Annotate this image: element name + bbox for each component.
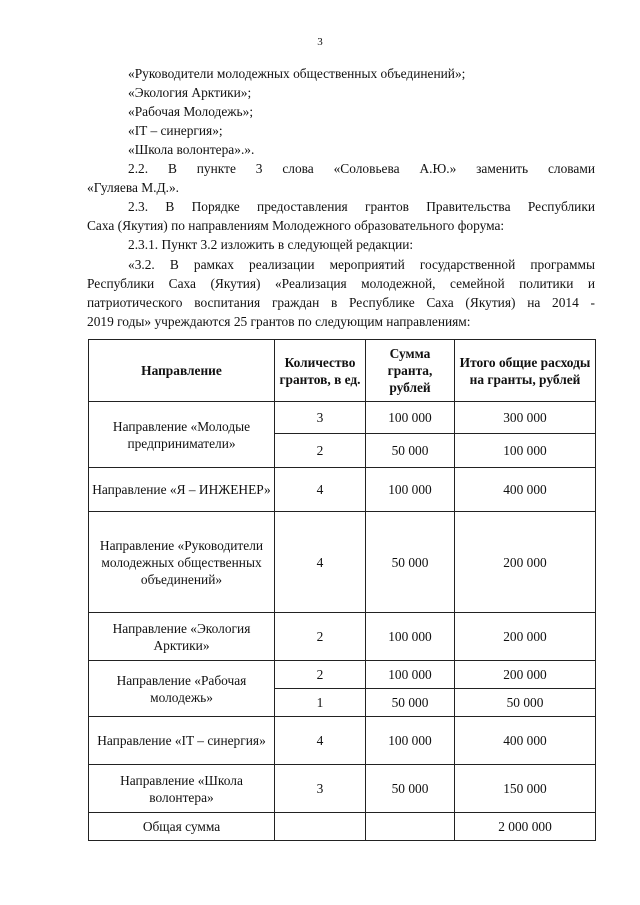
footer-label: Общая сумма (89, 813, 275, 841)
count-cell: 2 (275, 661, 366, 689)
total-cell: 200 000 (455, 613, 596, 661)
count-cell: 3 (275, 402, 366, 434)
text-line-7: «Гуляева М.Д.». (87, 180, 180, 195)
count-cell: 4 (275, 512, 366, 613)
header-direction: Направление (89, 340, 275, 402)
direction-cell: Направление «Рабочая молодежь» (89, 661, 275, 717)
table-row (89, 402, 596, 434)
sum-cell: 100 000 (366, 717, 455, 765)
count-cell: 2 (275, 434, 366, 468)
text-line-9: Саха (Якутия) по направлениям Молодежного образовательного форума: (87, 218, 505, 233)
table-row (89, 717, 596, 765)
count-cell: 2 (275, 613, 366, 661)
grants-table (88, 339, 596, 841)
direction-cell: Направление «Молодые предприниматели» (89, 402, 275, 468)
table-row (89, 661, 596, 689)
table-row (89, 765, 596, 813)
total-cell: 50 000 (455, 689, 596, 717)
header-sum: Сумма гранта, рублей (366, 340, 455, 402)
sum-cell: 50 000 (366, 689, 455, 717)
text-line-13: патриотического воспитания граждан в Республике Саха (Якутия) на 2014 - (87, 295, 595, 310)
total-cell: 300 000 (455, 402, 596, 434)
sum-cell: 100 000 (366, 468, 455, 512)
table-row (89, 512, 596, 613)
direction-cell: Направление «Я – ИНЖЕНЕР» (89, 468, 275, 512)
total-cell: 200 000 (455, 512, 596, 613)
total-cell: 100 000 (455, 434, 596, 468)
footer-count (275, 813, 366, 841)
page-number: 3 (317, 36, 323, 48)
direction-cell: Направление «Экология Арктики» (89, 613, 275, 661)
total-cell: 150 000 (455, 765, 596, 813)
header-total: Итого общие расходы на гранты, рублей (455, 340, 596, 402)
text-line-8: 2.3. В Порядке предоставления грантов Правительства Республики (128, 199, 595, 214)
sum-cell: 50 000 (366, 765, 455, 813)
sum-cell: 100 000 (366, 402, 455, 434)
count-cell: 3 (275, 765, 366, 813)
table-row (89, 468, 596, 512)
sum-cell: 100 000 (366, 613, 455, 661)
text-line-14: 2019 годы» учреждаются 25 грантов по следующим направлениям: (87, 314, 471, 329)
footer-total: 2 000 000 (455, 813, 596, 841)
sum-cell: 100 000 (366, 661, 455, 689)
count-cell: 1 (275, 689, 366, 717)
header-count: Количество грантов, в ед. (275, 340, 366, 402)
text-line-4: «IT – синергия»; (128, 123, 223, 138)
text-line-11: «3.2. В рамках реализации мероприятий государственной программы (128, 257, 595, 272)
direction-cell: Направление «Школа волонтера» (89, 765, 275, 813)
text-line-3: «Рабочая Молодежь»; (128, 104, 254, 119)
sum-cell: 50 000 (366, 434, 455, 468)
footer-sum (366, 813, 455, 841)
text-line-5: «Школа волонтера».». (128, 142, 255, 157)
total-cell: 200 000 (455, 661, 596, 689)
direction-cell: Направление «IT – синергия» (89, 717, 275, 765)
table-header-row (89, 340, 596, 402)
table-footer-row (89, 813, 596, 841)
direction-cell: Направление «Руководители молодежных общественных объединений» (89, 512, 275, 613)
total-cell: 400 000 (455, 717, 596, 765)
sum-cell: 50 000 (366, 512, 455, 613)
total-cell: 400 000 (455, 468, 596, 512)
text-line-12: Республики Саха (Якутия) «Реализация молодежной, семейной политики и (87, 276, 595, 291)
text-line-6: 2.2. В пункте 3 слова «Соловьева А.Ю.» заменить словами (128, 161, 595, 176)
text-line-2: «Экология Арктики»; (128, 85, 252, 100)
count-cell: 4 (275, 468, 366, 512)
text-line-1: «Руководители молодежных общественных объединений»; (128, 66, 466, 81)
count-cell: 4 (275, 717, 366, 765)
table-row (89, 613, 596, 661)
text-line-10: 2.3.1. Пункт 3.2 изложить в следующей редакции: (128, 237, 414, 252)
